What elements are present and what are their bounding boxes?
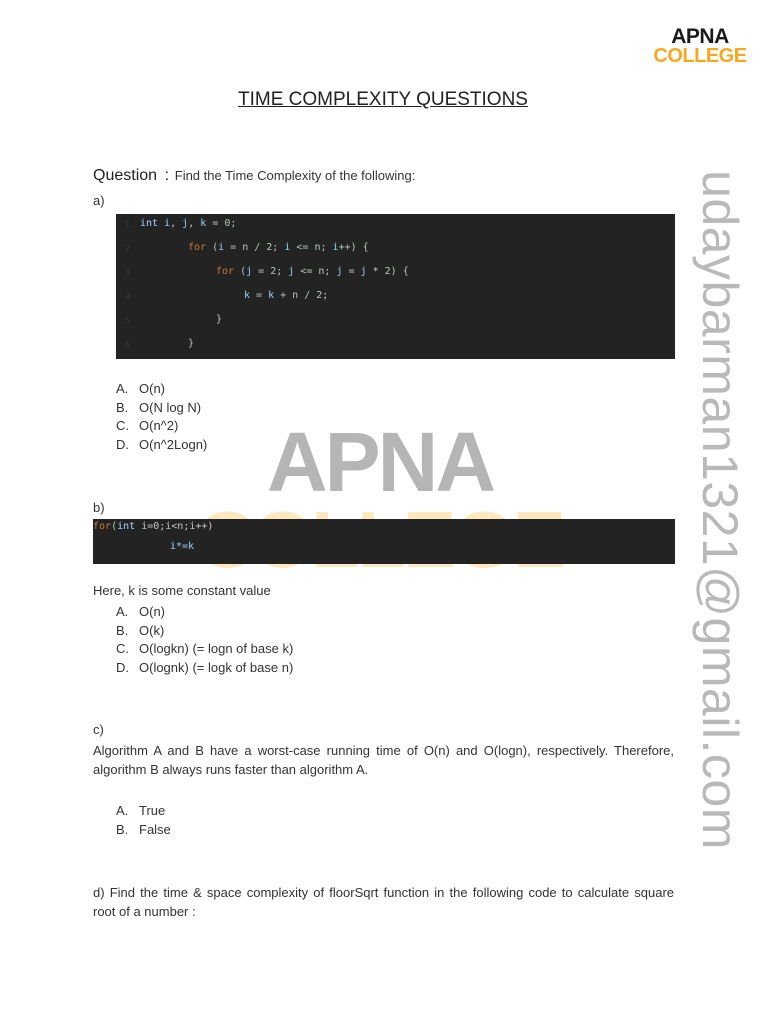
line-number: 5 [125, 316, 130, 325]
apna-college-logo [652, 26, 748, 66]
part-a-options [116, 380, 207, 454]
option-item: C. O(n^2) [116, 418, 179, 433]
email-watermark-text: udaybarman1321@gmail.com [692, 170, 748, 850]
line-number: 6 [125, 340, 130, 349]
code-line: } [188, 338, 195, 349]
option-item: D. O(lognk) (= logk of base n) [116, 659, 294, 675]
line-number: 3 [125, 268, 130, 277]
option-item: A. O(n) [116, 604, 165, 619]
part-d-question: d) Find the time & space complexity of floorSqrt function in the following code to calculate square root of a number : [93, 885, 674, 919]
line-number: 4 [125, 292, 130, 301]
page-title: TIME COMPLEXITY QUESTIONS [238, 89, 528, 110]
option-item: B. O(N log N) [116, 399, 202, 415]
question-label: Question [93, 167, 158, 184]
option-item: A. True [116, 803, 166, 818]
logo-line-2: COLLEGE [653, 45, 747, 67]
option-item: D. O(n^2Logn) [116, 436, 208, 452]
option-item: B. False [116, 821, 171, 837]
question-colon: : [164, 167, 170, 184]
option-item: A. O(n) [116, 381, 165, 396]
line-number: 1 [125, 220, 130, 229]
code-line: for (i = n / 2; i <= n; i++) { [188, 242, 369, 253]
logo-line-1: APNA [671, 25, 729, 48]
code-line: for(int i=0;i<n;i++) [93, 521, 214, 532]
question-text: Find the Time Complexity of the following: [174, 168, 416, 183]
option-item: C. O(logkn) (= logn of base k) [116, 641, 294, 656]
part-c-label: c) [93, 722, 104, 737]
part-b-note: Here, k is some constant value [93, 583, 271, 598]
part-a-label: a) [93, 193, 105, 208]
code-line: k = k + n / 2; [244, 290, 329, 301]
option-item: B. O(k) [116, 622, 165, 638]
part-b-options [116, 603, 293, 677]
code-block-a [116, 214, 675, 359]
part-b-label: b) [93, 500, 105, 515]
line-number: 2 [125, 244, 130, 253]
code-line: int i, j, k = 0; [140, 218, 237, 229]
part-c-statement: Algorithm A and B have a worst-case running time of O(n) and O(logn), respectively. Therefore, algorithm B always runs faster than algorithm A. [93, 743, 674, 777]
code-line: for (j = 2; j <= n; j = j * 2) { [216, 266, 409, 277]
watermark-line-1: APNA [266, 415, 493, 509]
code-line: i*=k [170, 541, 195, 552]
part-c-options [116, 802, 171, 839]
code-line: } [216, 314, 223, 325]
code-block-b [93, 519, 675, 564]
question-heading [93, 167, 415, 185]
